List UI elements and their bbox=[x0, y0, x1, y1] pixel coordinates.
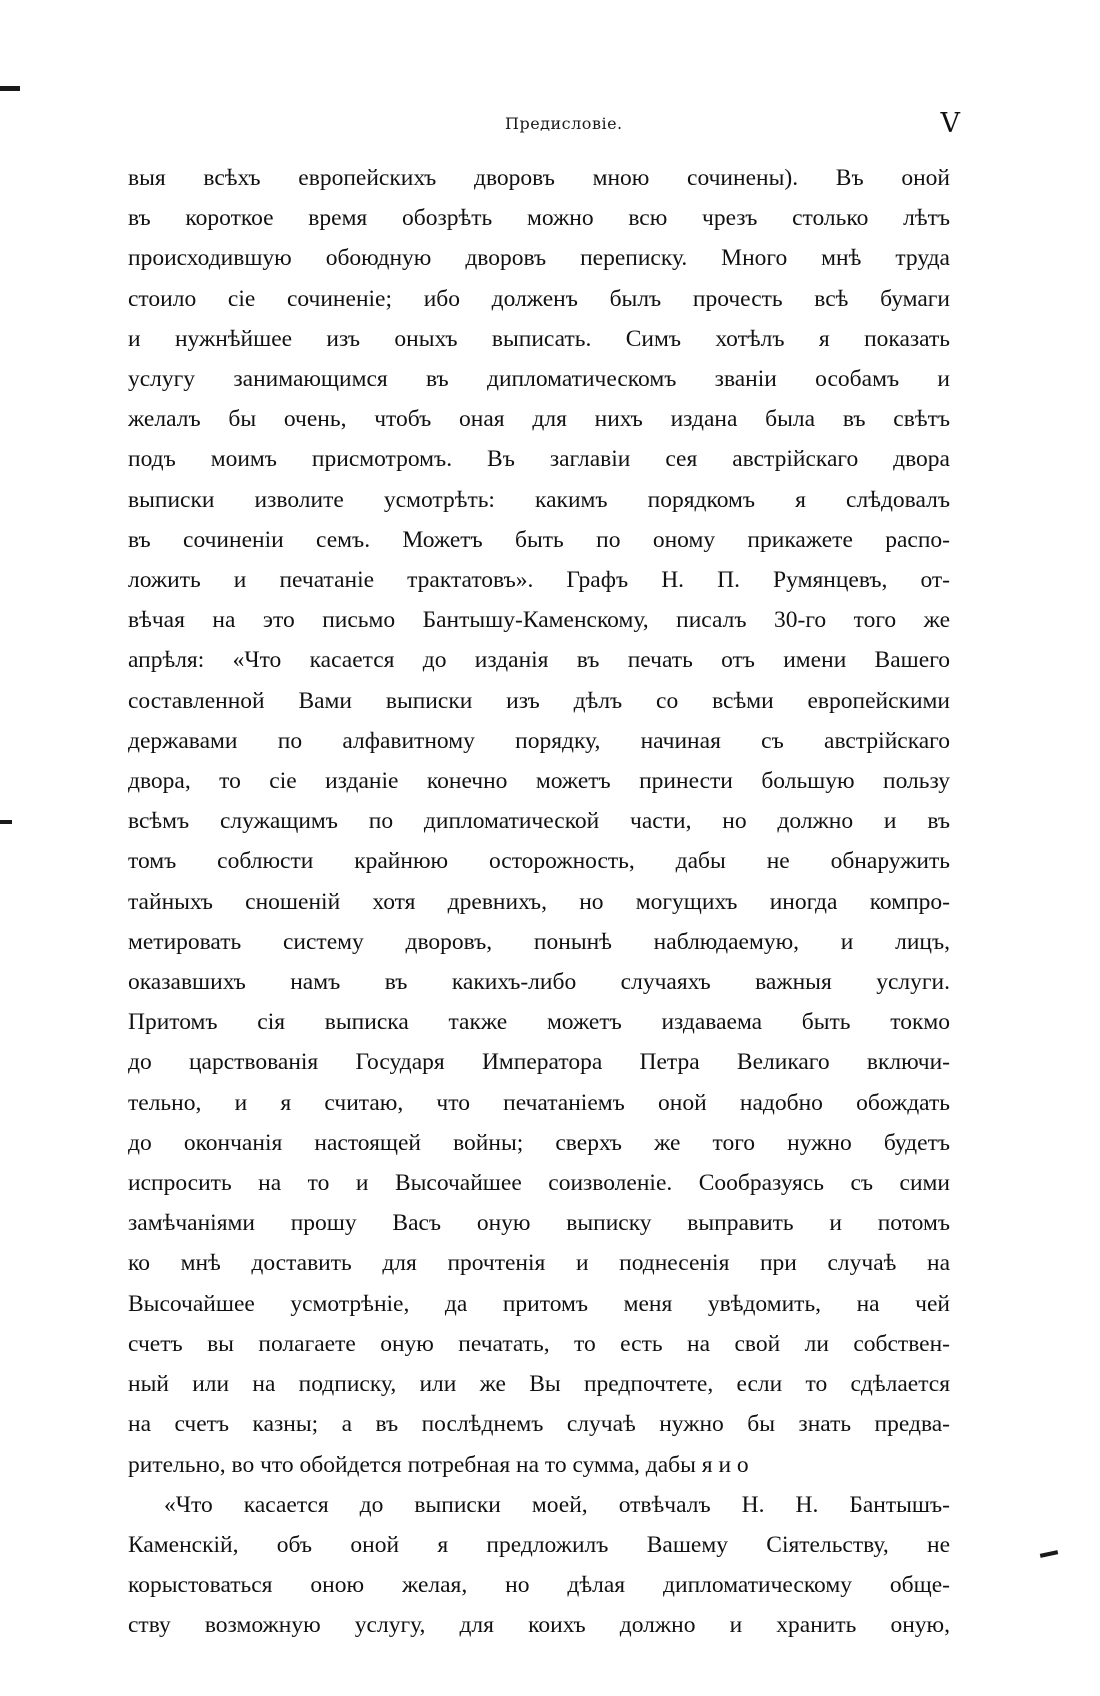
text-line: ложить и печатаніе трактатовъ». Графъ Н. П. Румянцевъ, от- bbox=[128, 567, 950, 594]
text-line: оказавшихъ намъ въ какихъ-либо случаяхъ важныя услуги. bbox=[128, 969, 950, 996]
text-line: вѣчая на это письмо Бантышу-Каменскому, писалъ 30-го того же bbox=[128, 607, 950, 634]
text-line: и нужнѣйшее изъ оныхъ выписать. Симъ хотѣлъ я показать bbox=[128, 325, 950, 352]
text-line: стоило сіе сочиненіе; ибо долженъ былъ прочесть всѣ бумаги bbox=[128, 285, 950, 312]
text-line: ный или на подписку, или же Вы предпочтете, если то сдѣлается bbox=[128, 1371, 950, 1398]
text-line: счетъ вы полагаете оную печатать, то есть на свой ли собствен- bbox=[128, 1330, 950, 1357]
text-line: ству возможную услугу, для коихъ должно и хранить оную, bbox=[128, 1612, 950, 1639]
text-line: на счетъ казны; а въ послѣднемъ случаѣ нужно бы знать предва- bbox=[128, 1411, 950, 1438]
text-line: Каменскій, объ оной я предложилъ Вашему Сіятельству, не bbox=[128, 1531, 950, 1558]
text-line: въ короткое время обозрѣть можно всю чрезъ столько лѣтъ bbox=[128, 205, 950, 232]
paragraph-2 bbox=[128, 1485, 950, 1646]
text-line: рительно, во что обойдется потребная на то сумма, дабы я и о bbox=[128, 1451, 749, 1478]
text-line: услугу занимающимся въ дипломатическомъ званіи особамъ и bbox=[128, 366, 950, 393]
page-number: V bbox=[940, 108, 960, 139]
page-header bbox=[130, 108, 960, 148]
text-line: корыстоваться оною желая, но дѣлая дипломатическому обще- bbox=[128, 1572, 950, 1599]
text-line: ко мнѣ доставить для прочтенія и поднесенія при случаѣ на bbox=[128, 1250, 950, 1277]
text-line: выписки изволите усмотрѣть: какимъ порядкомъ я слѣдовалъ bbox=[128, 486, 950, 513]
text-line: тайныхъ сношеній хотя древнихъ, но могущихъ иногда компро- bbox=[128, 888, 950, 915]
text-line: до окончанія настоящей войны; сверхъ же того нужно будетъ bbox=[128, 1129, 950, 1156]
scan-artifact-mark-bottom bbox=[1040, 1550, 1058, 1558]
page-body bbox=[128, 158, 950, 1646]
text-line: апрѣля: «Что касается до изданія въ печать отъ имени Вашего bbox=[128, 647, 950, 674]
paragraph-1 bbox=[128, 158, 950, 1485]
text-line: державами по алфавитному порядку, начиная съ австрійскаго bbox=[128, 727, 950, 754]
text-line: метировать систему дворовъ, понынѣ наблюдаемую, и лицъ, bbox=[128, 928, 950, 955]
scan-artifact-mark-middle bbox=[0, 820, 12, 824]
text-line: происходившую обоюдную дворовъ переписку. Много мнѣ труда bbox=[128, 245, 950, 272]
text-line: Притомъ сія выписка также можетъ издаваема быть токмо bbox=[128, 1009, 950, 1036]
text-line: желалъ бы очень, чтобъ оная для нихъ издана была въ свѣтъ bbox=[128, 406, 950, 433]
text-line: томъ соблюсти крайнюю осторожность, дабы не обнаружить bbox=[128, 848, 950, 875]
text-line-indented bbox=[128, 1485, 950, 1525]
text-line: составленной Вами выписки изъ дѣлъ со всѣми европейскими bbox=[128, 687, 950, 714]
text-line: всѣмъ служащимъ по дипломатической части, но должно и въ bbox=[128, 808, 950, 835]
running-head: Предисловіе. bbox=[505, 114, 623, 133]
text-line: замѣчаніями прошу Васъ оную выписку выправить и потомъ bbox=[128, 1210, 950, 1237]
text-line: двора, то сіе изданіе конечно можетъ принести большую пользу bbox=[128, 768, 950, 795]
scan-left-margin bbox=[0, 0, 18, 1696]
text-line: выя всѣхъ европейскихъ дворовъ мною сочинены). Въ оной bbox=[128, 165, 950, 191]
text-line: тельно, и я считаю, что печатаніемъ оной надобно обождать bbox=[128, 1089, 950, 1116]
text-line: «Что касается до выписки моей, отвѣчалъ Н. Н. Бантышъ- bbox=[164, 1491, 950, 1518]
text-line: подъ моимъ присмотромъ. Въ заглавіи сея австрійскаго двора bbox=[128, 446, 950, 473]
text-line: въ сочиненіи семъ. Можетъ быть по оному прикажете распо- bbox=[128, 526, 950, 553]
text-line: испросить на то и Высочайшее соизволеніе. Сообразуясь съ сими bbox=[128, 1170, 950, 1197]
text-line: Высочайшее усмотрѣніе, да притомъ меня увѣдомить, на чей bbox=[128, 1290, 950, 1317]
text-line: до царствованія Государя Императора Петра Великаго включи- bbox=[128, 1049, 950, 1076]
scan-artifact-mark-top bbox=[0, 86, 20, 91]
